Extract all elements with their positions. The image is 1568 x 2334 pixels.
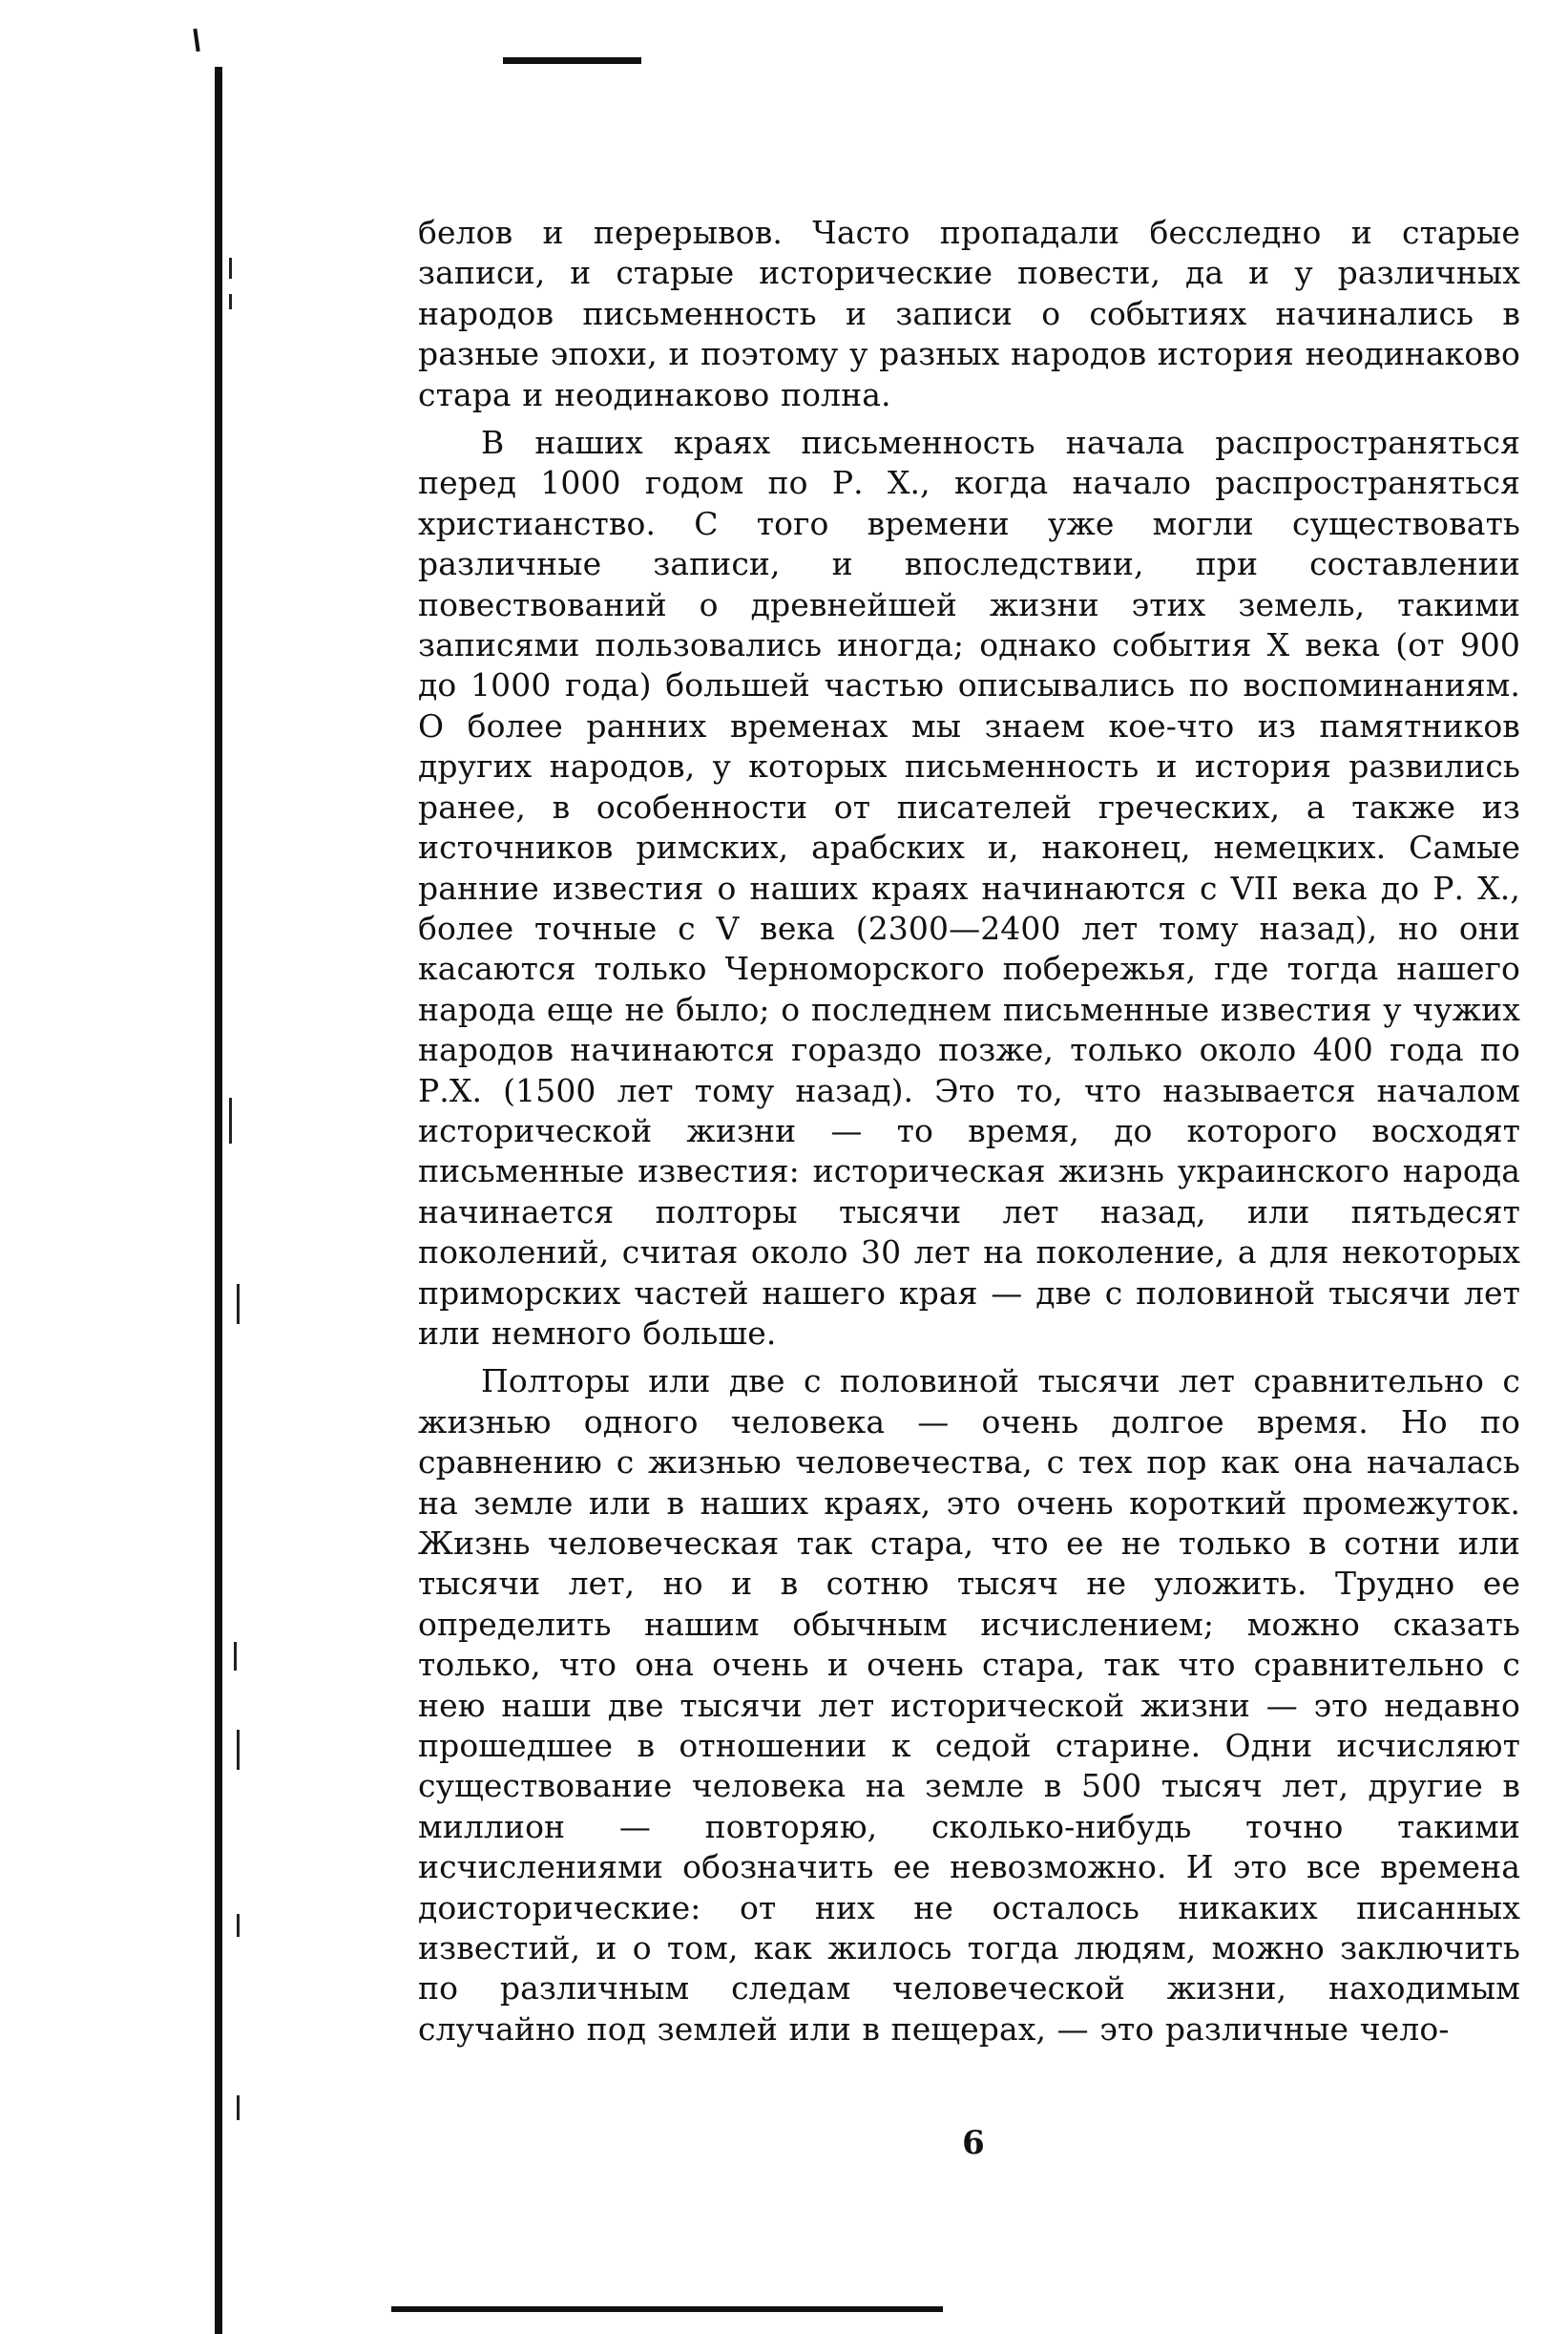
margin-scan-mark bbox=[229, 258, 232, 279]
page-number: 6 bbox=[962, 2124, 985, 2162]
margin-scan-mark bbox=[229, 1098, 232, 1144]
margin-scan-mark bbox=[237, 1914, 240, 1937]
scan-corner-mark bbox=[193, 29, 199, 52]
margin-scan-mark bbox=[234, 1642, 237, 1671]
page-bottom-rule bbox=[391, 2306, 943, 2312]
page-top-rule bbox=[503, 57, 641, 64]
paragraph: В наших краях письменность начала распространяться перед 1000 годом по Р. Х., когда начало распространяться христианство. С того времени уже могли существовать различные записи, и впоследствии, при составлении повествований о древнейшей жизни этих земель, такими записями пользовались иногда; однако события X века (от 900 до 1000 года) большей частью описывались по воспоминаниям. О более ранних временах мы знаем кое-что из памятников других народов, у которых письменность и история развились ранее, в особенности от писателей греческих, а также из источников римских, арабских и, наконец, немецких. Самые ранние известия о наших краях начинаются с VII века до Р. Х., более точные с V века (2300—2400 лет тому назад), но они касаются только Черноморского побережья, где тогда нашего народа еще не было; о последнем письменные известия у чужих народов начинаются гораздо позже, только около 400 года по Р.Х. (1500 лет тому назад). Это то, что называется началом исторической жизни — то время, до которого восходят письменные известия: историческая жизнь украинского народа начинается полторы тысячи лет назад, или пятьдесят поколений, считая около 30 лет на поколение, а для некоторых приморских частей нашего края — две с половиной тысячи лет или немного больше. bbox=[418, 424, 1520, 1352]
margin-scan-mark bbox=[229, 294, 232, 309]
paragraph: Полторы или две с половиной тысячи лет сравнительно с жизнью одного человека — очень долгое время. Но по сравнению с жизнью человечества, с тех пор как она началась на земле или в наших краях, это очень короткий промежуток. Жизнь человеческая так стара, что ее не только в сотни или тысячи лет, но и в сотню тысяч не уложить. Трудно ее определить нашим обычным исчислением; можно сказать только, что она очень и очень стара, так что сравнительно с нею наши две тысячи лет исторической жизни — это недавно прошедшее в отношении к седой старине. Одни исчисляют существование человека на земле в 500 тысяч лет, другие в миллион — повторяю, сколько-нибудь точно такими исчислениями обозначить ее невозможно. И это все времена доисторические: от них не осталось никаких писанных известий, и о том, как жилось тогда людям, можно заключить по различным следам человеческой жизни, находимым случайно под землей или в пещерах, — это различные чело- bbox=[418, 1362, 1520, 2048]
margin-scan-mark bbox=[237, 2095, 240, 2120]
page-binding-edge bbox=[215, 67, 222, 2334]
margin-scan-mark bbox=[237, 1730, 240, 1770]
margin-scan-mark bbox=[237, 1284, 240, 1324]
paragraph: белов и перерывов. Часто пропадали бесследно и старые записи, и старые исторические повести, да и у различных народов письменность и записи о событиях начинались в разные эпохи, и поэтому у разных народов история неодинаково стара и неодинаково полна. bbox=[418, 214, 1520, 413]
page-body-text bbox=[418, 213, 1520, 2050]
